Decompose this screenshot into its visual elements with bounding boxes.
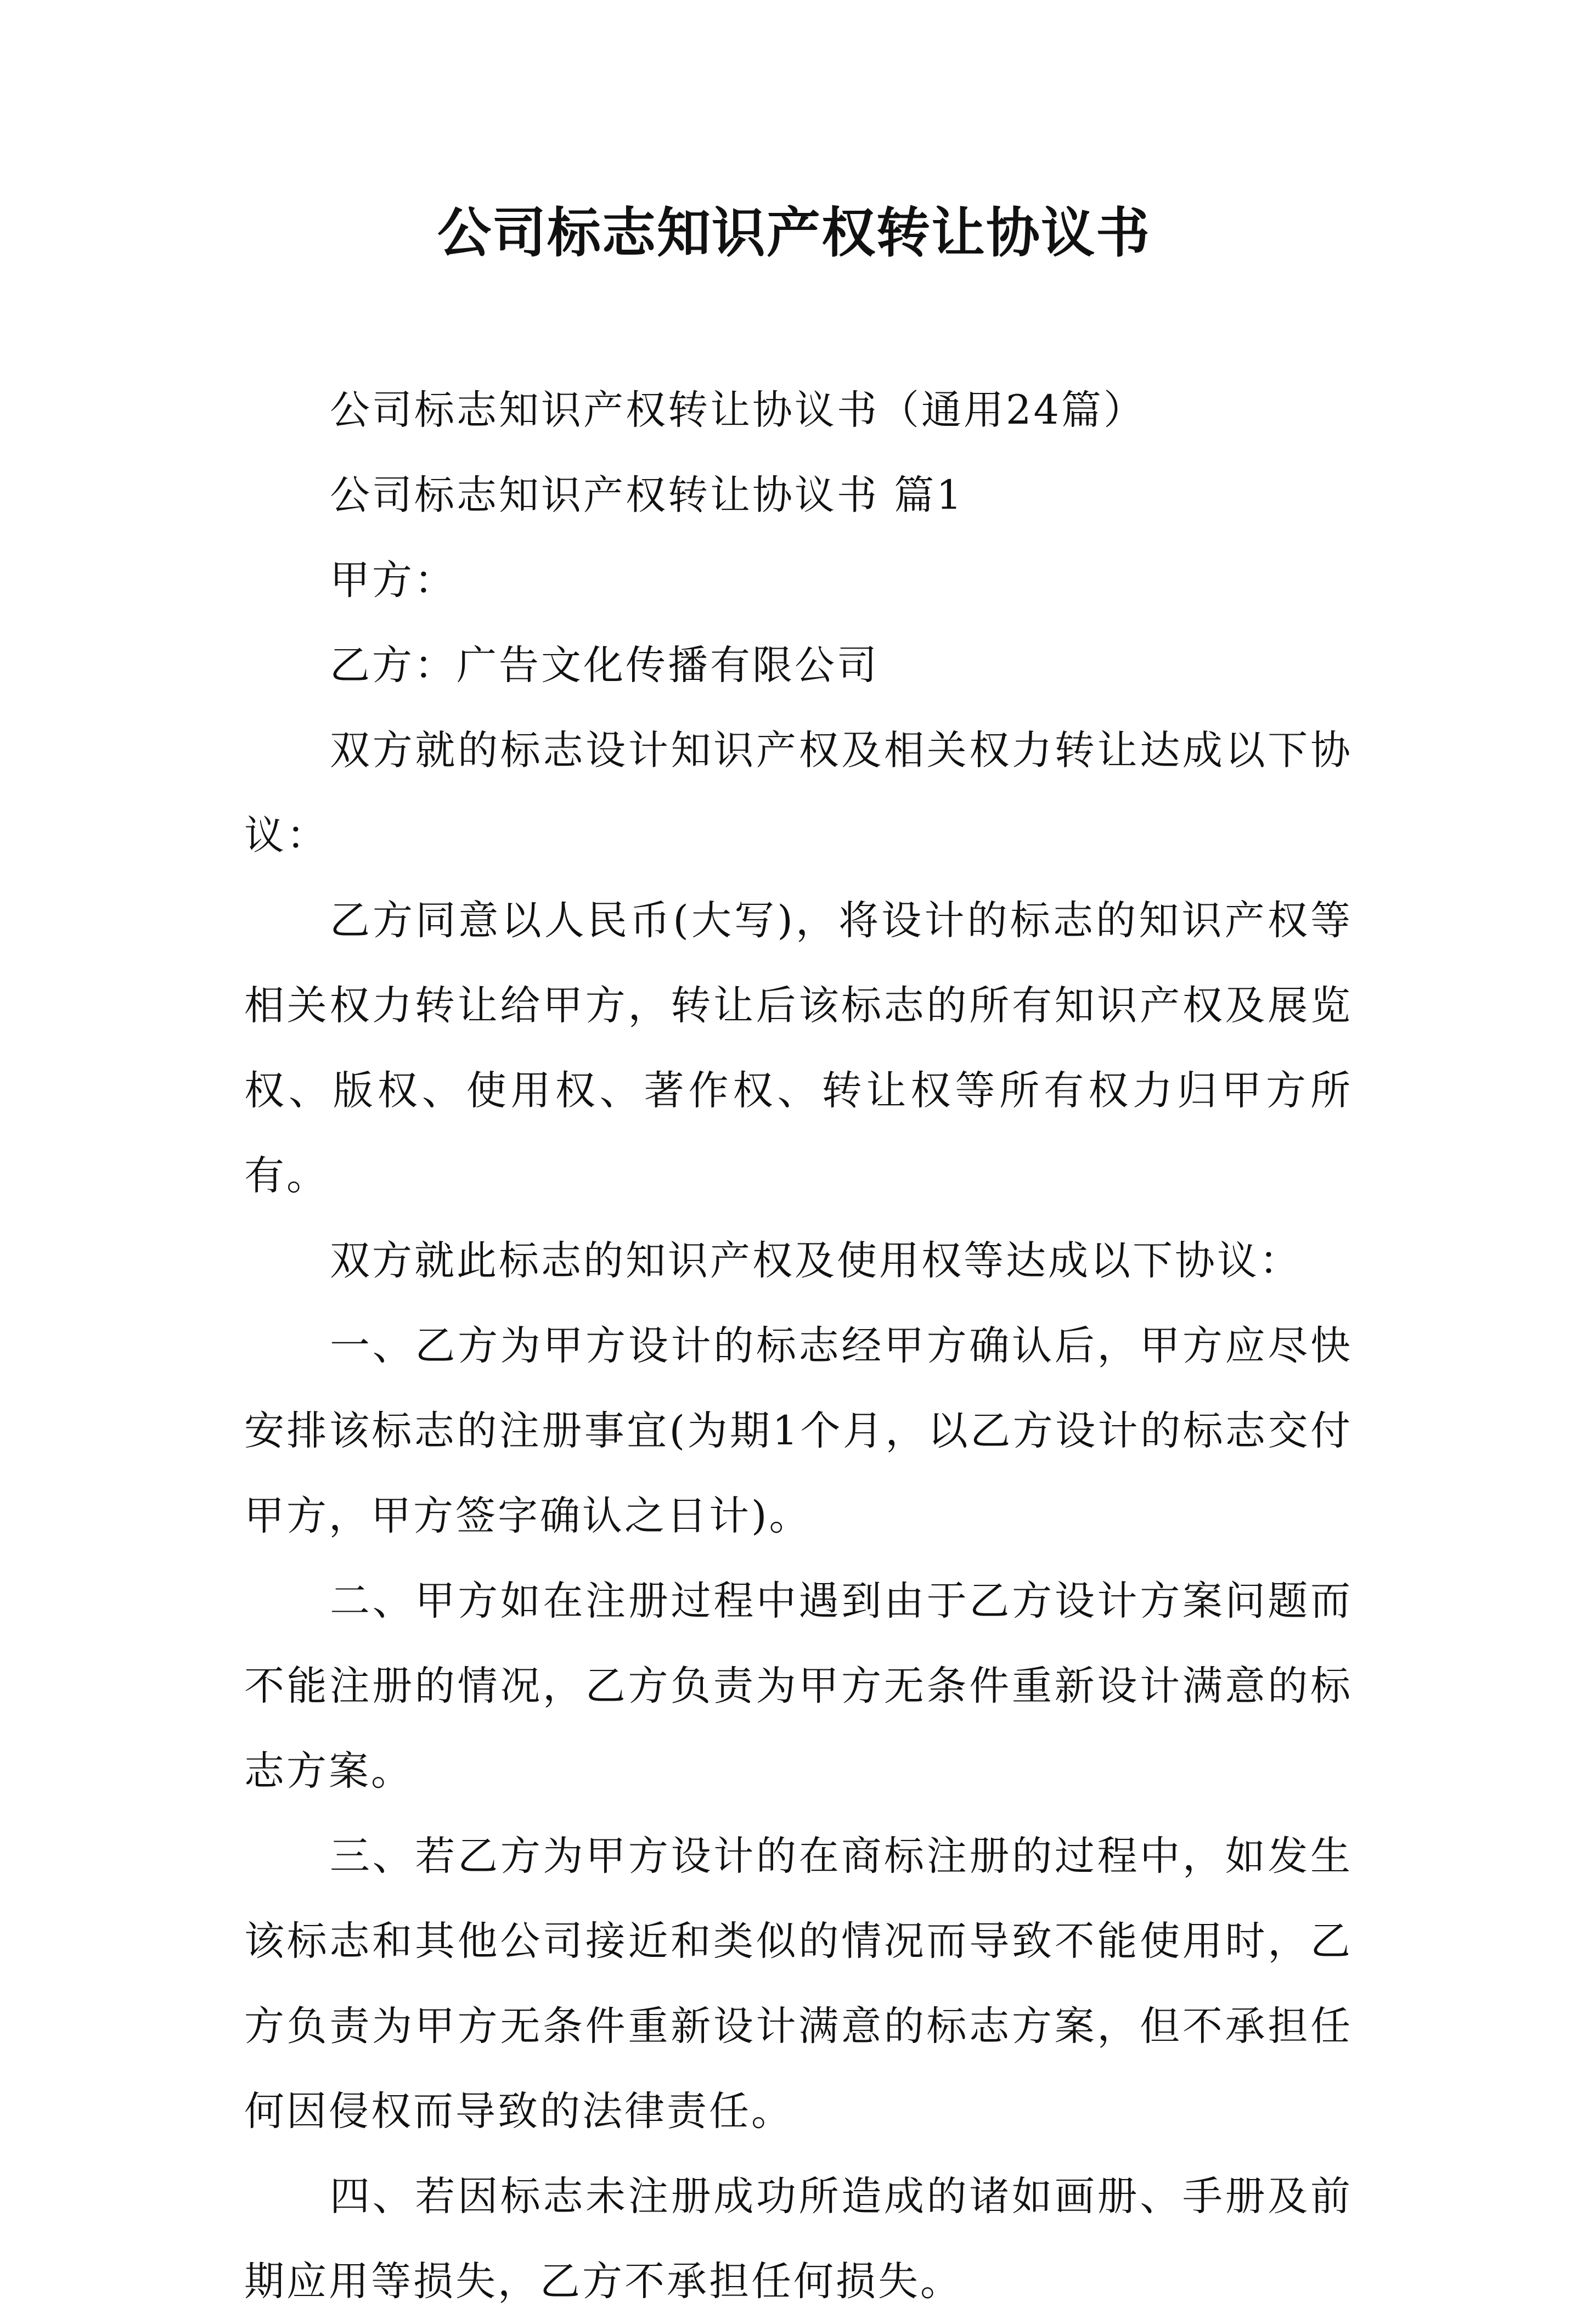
paragraph-section-heading: 公司标志知识产权转让协议书 篇1 (330, 472, 964, 519)
paragraph-agreement-lead: 双方就此标志的知识产权及使用权等达成以下协议： (330, 1237, 1302, 1284)
paragraph-party-a: 甲方： (330, 557, 457, 604)
paragraph-clause-1: 一、乙方为甲方设计的标志经甲方确认后，甲方应尽快安排该标志的注册事宜(为期1个月，以乙方设计的标志交付甲方，甲方签字确认之日计)。 (244, 1323, 1353, 1539)
paragraph-intro: 双方就的标志设计知识产权及相关权力转让达成以下协议： (244, 727, 1353, 859)
paragraph-clause-2: 二、甲方如在注册过程中遇到由于乙方设计方案问题而不能注册的情况，乙方负责为甲方无条件重新设计满意的标志方案。 (244, 1578, 1353, 1794)
document-body (244, 368, 1353, 2324)
paragraph-clause-3: 三、若乙方为甲方设计的在商标注册的过程中，如发生该标志和其他公司接近和类似的情况而导致不能使用时，乙方负责为甲方无条件重新设计满意的标志方案，但不承担任何因侵权而导致的法律责任。 (244, 1833, 1353, 2135)
paragraph-party-b: 乙方：广告文化传播有限公司 (330, 642, 879, 689)
paragraph-clause-4: 四、若因标志未注册成功所造成的诸如画册、手册及前期应用等损失，乙方不承担任何损失。 (244, 2173, 1353, 2305)
paragraph-transfer: 乙方同意以人民币(大写)，将设计的标志的知识产权等相关权力转让给甲方，转让后该标志的所有知识产权及展览权、版权、使用权、著作权、转让权等所有权力归甲方所有。 (244, 897, 1353, 1199)
paragraph-subtitle: 公司标志知识产权转让协议书（通用24篇） (330, 387, 1146, 434)
document-title: 公司标志知识产权转让协议书 (437, 201, 1151, 265)
